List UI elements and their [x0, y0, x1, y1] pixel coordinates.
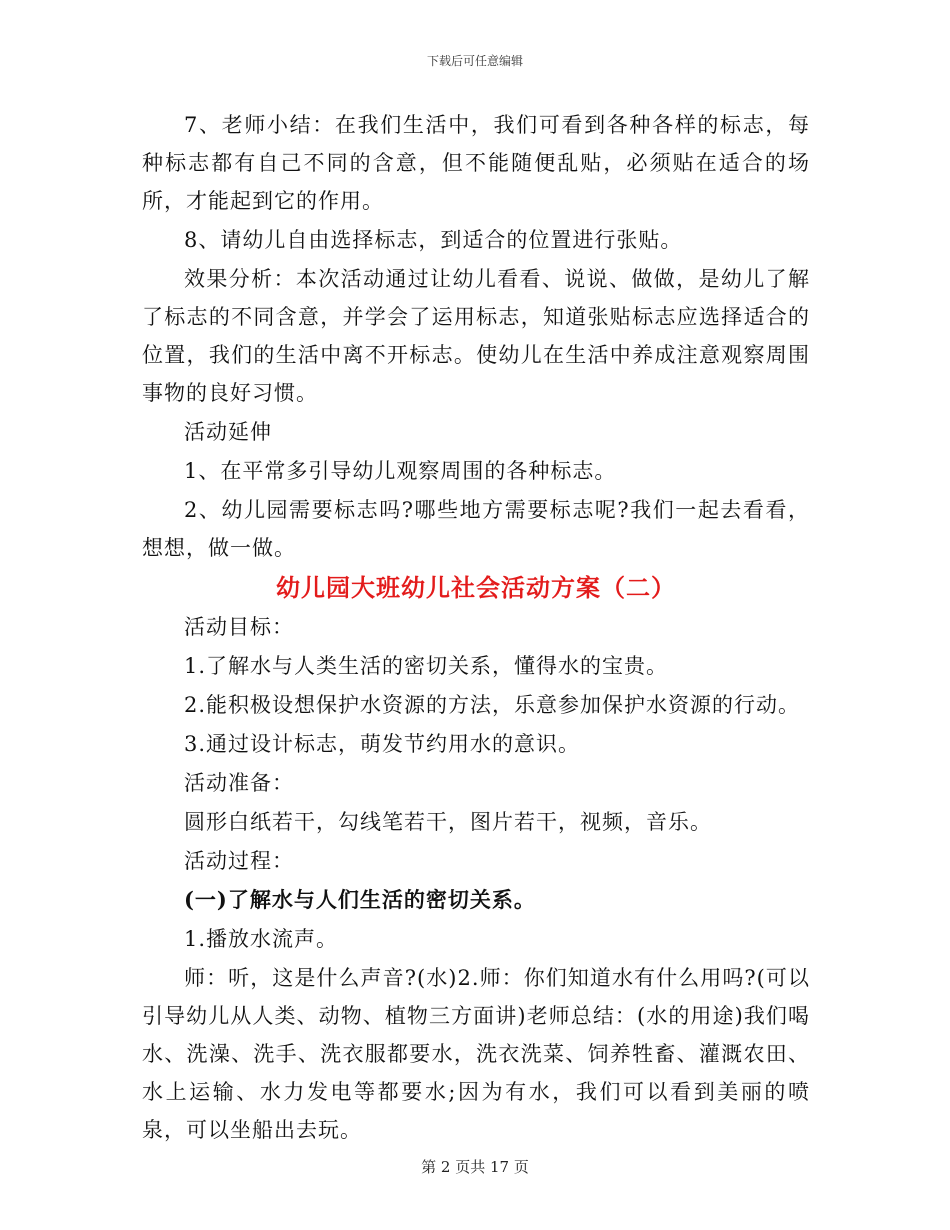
section-title: 幼儿园大班幼儿社会活动方案（二）: [276, 573, 676, 602]
step-one-heading: (一)了解水与人们生活的密切关系。: [184, 887, 536, 912]
teacher-dialogue: 师：听，这是什么声音?(水)2.师：你们知道水有什么用吗?(可以引导幼儿从人类、动物、植物三方面讲)老师总结：(水的用途)我们喝水、洗澡、洗手、洗衣服都要水，洗衣洗菜、饲养牲畜、灌溉农田、水上运输、水力发电等都要水;因为有水，我们可以看到美丽的喷泉，可以坐船出去玩。: [142, 966, 810, 1142]
paragraph-effect-analysis: 效果分析：本次活动通过让幼儿看看、说说、做做，是幼儿了解了标志的不同含意，并学会了运用标志，知道张贴标志应选择适合的位置，我们的生活中离不开标志。使幼儿在生活中养成注意观察周围事物的良好习惯。: [142, 267, 810, 405]
paragraph-free-choice: 8、请幼儿自由选择标志，到适合的位置进行张贴。: [184, 228, 683, 252]
goal-item-1: 1.了解水与人类生活的密切关系，懂得水的宝贵。: [184, 654, 669, 678]
paragraph-extension-2: 2、幼儿园需要标志吗?哪些地方需要标志呢?我们一起去看看，想想，做一做。: [142, 498, 810, 560]
paragraph-extension-1: 1、在平常多引导幼儿观察周围的各种标志。: [184, 459, 617, 483]
goals-heading: 活动目标：: [184, 615, 294, 639]
step-one-item: 1.播放水流声。: [184, 927, 339, 951]
goal-item-3: 3.通过设计标志，萌发节约用水的意识。: [184, 732, 581, 756]
paragraph-teacher-summary: 7、老师小结：在我们生活中，我们可看到各种各样的标志，每种标志都有自己不同的含意，但不能随便乱贴，必须贴在适合的场所，才能起到它的作用。: [142, 113, 810, 213]
page-footer: 第 2 页共 17 页: [421, 1158, 529, 1176]
preparation-heading: 活动准备：: [184, 771, 294, 795]
preparation-text: 圆形白纸若干，勾线笔若干，图片若干，视频，音乐。: [184, 810, 712, 834]
goal-item-2: 2.能积极设想保护水资源的方法，乐意参加保护水资源的行动。: [184, 693, 801, 717]
page-header: 下载后可任意编辑: [426, 54, 523, 68]
document-body: [142, 106, 810, 1150]
paragraph-extension-heading: 活动延伸: [184, 420, 272, 444]
process-heading: 活动过程：: [184, 849, 294, 873]
